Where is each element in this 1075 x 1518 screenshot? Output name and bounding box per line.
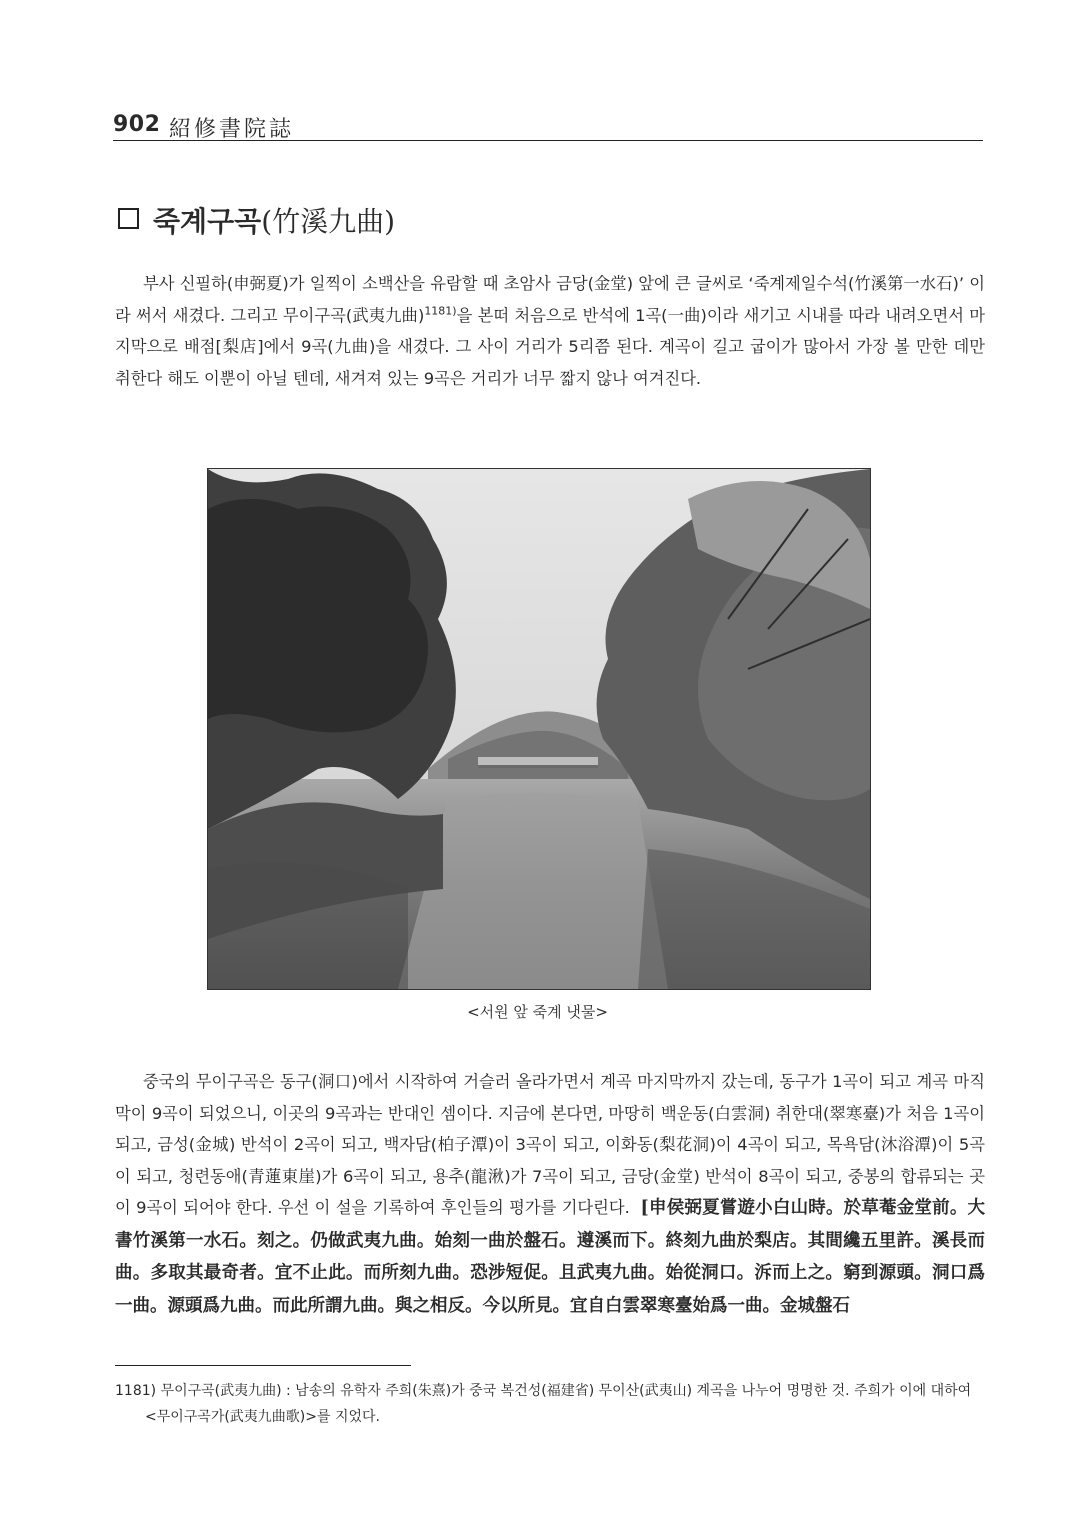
paragraph-commentary-korean: 중국의 무이구곡은 동구(洞口)에서 시작하여 거슬러 올라가면서 계곡 마지막까지 갔는데, 동구가 1곡이 되고 계곡 마직막이 9곡이 되었으니, 이곳의 9곡과는 반대인 셈이다. 지금에 본다면, 마땅히 백운동(白雲洞) 취한대(翠寒臺)가 처음 1곡이 되고, 금성(金城) 반석이 2곡이 되고, 백자담(柏子潭)이 3곡이 되고, 이화동(梨花洞)이 4곡이 되고, 목욕담(沐浴潭)이 5곡이 되고, 청련동애(青蓮東崖)가 6곡이 되고, 용추(龍湫)가 7곡이 되고, 금당(金堂) 반석이 8곡이 되고, 중봉의 합류되는 곳이 9곡이 되어야 한다. 우선 이 설을 기록하여 후인들의 평가를 기다린다.: [115, 1072, 985, 1217]
book-title: 紹修書院誌: [169, 117, 295, 142]
footnote: 1181) 무이구곡(武夷九曲) : 남송의 유학자 주희(朱熹)가 중국 복건성(福建省) 무이산(武夷山) 계곡을 나누어 명명한 것. 주희가 이에 대하여 <무이구곡가(武夷九曲歌)>를 지었다.: [115, 1383, 972, 1425]
stream-photo: [207, 468, 871, 990]
paragraph-commentary: [115, 1066, 985, 1322]
photo-caption: <서원 앞 죽계 냇물>: [467, 1003, 608, 1021]
stream-photo-illustration: [208, 469, 870, 989]
footnote-divider: [115, 1365, 411, 1366]
paragraph-commentary-classical: [申侯弼夏嘗遊小白山時。於草菴金堂前。大書竹溪第一水石。刻之。仍做武夷九曲。始刻一曲於盤石。遵溪而下。終刻九曲於梨店。其間纔五里許。溪長而曲。多取其最奇者。宜不止此。而所刻九曲。恐涉短促。且武夷九曲。始從洞口。泝而上之。窮到源頭。洞口爲一曲。源頭爲九曲。而此所謂九曲。與之相反。今以所見。宜自白雲翠寒臺始爲一曲。金城盤石: [115, 1198, 986, 1316]
paragraph-intro-text-b: 을 본떠 처음으로 반석에 1곡(一曲)이라 새기고 시내를 따라 내려오면서 마지막으로 배점[梨店]에서 9곡(九曲)을 새겼다. 그 사이 거리가 5리쯤 된다. 계곡이 길고 굽이가 많아서 가장 볼 만한 데만 취한다 해도 이뿐이 아닐 텐데, 새겨져 있는 9곡은 거리가 너무 짧지 않나 여겨진다.: [115, 305, 985, 388]
section-title-hanja: (竹溪九曲): [261, 205, 396, 238]
checkbox-square-icon: [118, 208, 139, 229]
page-header: [113, 112, 983, 141]
paragraph-intro: [115, 268, 985, 394]
section-title-korean: 죽계구곡: [153, 205, 262, 238]
paragraph-intro-text-a: 부사 신필하(申弼夏)가 일찍이 소백산을 유람할 때 초암사 금당(金堂) 앞에 큰 글씨로 ‘죽계제일수석(竹溪第一水石)’ 이라 써서 새겼다. 그리고 무이구곡(武夷九曲): [115, 274, 985, 325]
footnote-reference: 1181): [424, 304, 457, 318]
section-title: [118, 200, 395, 240]
page-number: 902: [113, 112, 161, 137]
